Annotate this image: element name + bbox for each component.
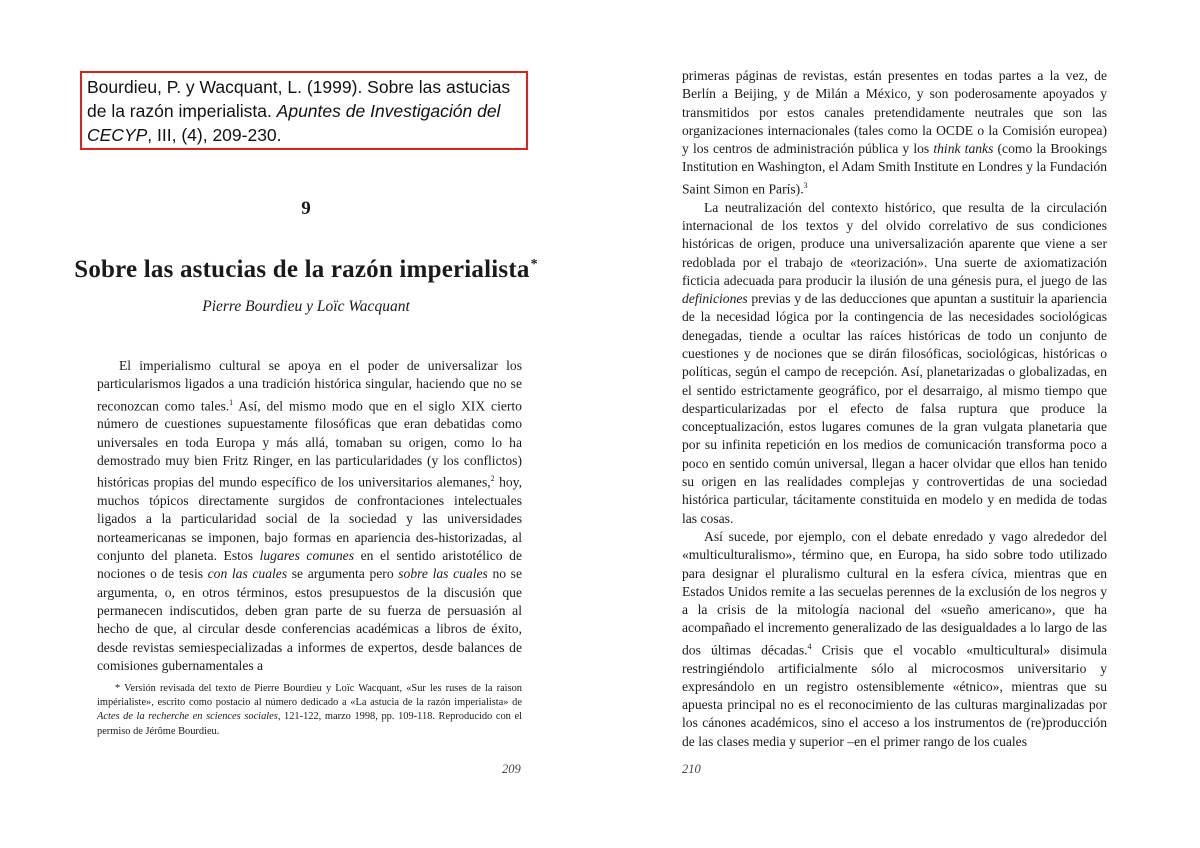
footnote-ref: 3 [803,180,808,190]
page-number-right: 210 [682,762,701,776]
italic-run: sobre las cuales [398,566,488,582]
right-paragraph-3 [682,528,1107,751]
footnote-ref: 2 [490,474,495,484]
footnote-ref: 1 [229,397,234,407]
right-body [682,67,1107,751]
text-run: Así, del mismo modo que en el siglo XIX cierto número de cuestiones supuestamente filosóficas que eran debatidas como universales en toda Europa y más allá, tomaban su origen, como lo ha demostrado muy bien Fritz Ringer, en las particularidades (y los conflictos) históricas propias del mundo específico de los universitarios alemanes, [97,398,522,490]
chapter-number: 9 [301,198,311,219]
text-run: Así sucede, por ejemplo, con el debate enredado y vago alrededor del «multiculturalismo», término que, en Europa, ha sido sobre todo utilizado para designar el pluralismo cultural en la esfera cívica, mientras que en Estados Unidos remite a las secuelas perennes de la exclusión de los negros y a la crisis de la mitología nacional del «sueño americano», que ha acompañado el incremento generalizado de las desigualdades a lo largo de las dos últimas décadas. [682,528,1107,658]
footnote-ref: 4 [807,641,812,651]
text-run: primeras páginas de revistas, están presentes en todas partes a la vez, de Berlín a Beijing, y de Milán a México, y son poderosamente apoyados y transmitidos por estos canales pretendidamente neutrales que son las organizaciones internacionales (tales como la OCDE o la Comisión europea) y los centros de administración pública y los [682,68,1107,157]
footnote-text: , 121-122, marzo 1998, pp. 109-118. Reproducido con el permiso de Jérôme Bourdieu. [97,711,522,737]
page-number-left: 209 [502,762,521,776]
right-paragraph-1 [682,67,1107,199]
text-run: previas y de las deducciones que apuntan a sustituir la apariencia de la necesidad lógica por la contingencia de las necesidades sociológicas denegadas, tiende a ocultar las raíces históricas de todo un conjunto de cuestiones y de nociones que se dirán filosóficas, sociológicas, históricas o políticas, según el campo de recepción. Así, planetarizadas o globalizadas, en el sentido estrictamente geográfico, por el desarraigo, al mismo tiempo que desparticularizadas por el efecto de falsa ruptura que produce la conceptualización, estos lugares comunes de la gran vulgata planetaria que por su infinita repetición en los medios de comunicación transforma poco a poco en sentido común universal, llegan a hacer olvidar que ellos han tenido su origen en las realidades complejas y controvertidas de una sociedad histórica particular, tácitamente constituida en modelo y en medida de todas las cosas. [682,291,1107,526]
text-run: se argumenta pero [287,566,399,582]
right-paragraph-2 [682,199,1107,528]
chapter-authors: Pierre Bourdieu y Loïc Wacquant [202,298,410,315]
text-run: hoy, muchos tópicos directamente surgidos de confrontaciones intelectuales ligados a la particularidad social de la sociedad y las universidades norteamericanas se imponen, bajo formas en apariencia des-historizadas, al conjunto del planeta. Estos [97,474,522,564]
text-run: El imperialismo cultural se apoya en el poder de universalizar los particularismos ligados a una tradición histórica singular, haciendo que no se reconozcan como tales. [97,358,522,414]
citation-volume: , III, (4), 209-230. [147,125,282,145]
italic-run: lugares comunes [259,548,354,564]
text-run: en el sentido aristotélico de nociones o de tesis [97,548,522,582]
citation-text: Bourdieu, P. y Wacquant, L. (1999). Sobre las astucias de la razón imperialista. [87,77,511,121]
italic-run: think tanks [933,141,994,157]
text-run: La neutralización del contexto histórico, que resulta de la circulación internacional de los textos y del olvido correlativo de sus condiciones históricas de origen, produce una universalización aparente que viene a ser redoblada por el trabajo de «teorización». Una suerte de axiomatización ficticia adecuada para producir la ilusión de una génesis pura, el juego de las [682,199,1107,288]
title-footnote-mark: * [530,257,538,272]
citation-journal: Apuntes de Investigación del CECYP [87,101,501,145]
footnote-text: * Versión revisada del texto de Pierre Bourdieu y Loïc Wacquant, «Sur les ruses de la raison impérialiste», escrito como postacio al número dedicado a «La astucia de la razón imperialista» de [97,683,522,709]
citation-box [80,71,528,150]
footnote-journal: Actes de la recherche en sciences sociales [97,711,278,723]
text-run: Crisis que el vocablo «multicultural» disimula restringiéndolo artificialmente sólo al microcosmos universitario y expresándolo en un registro ostensiblemente «étnico», mientras que su apuesta principal no es el reconocimiento de las culturas marginalizadas por los cánones académicos, sino el acceso a los instrumentos de (re)producción de las clases media y superior –en el primer rango de los cuales [682,642,1107,749]
text-run: (como la Brookings Institution en Washington, el Adam Smith Institute en Londres y la Fundación Saint Simon en París). [682,141,1107,197]
footnote [97,682,522,739]
right-page [600,0,1200,848]
left-body-paragraph [97,357,522,675]
italic-run: definiciones [682,291,748,307]
italic-run: con las cuales [207,566,288,582]
text-run: no se argumenta, o, en otros términos, estos presupuestos de la discusión que permanecen indiscutidos, deben gran parte de su fuerza de persuasión al hecho de que, al circular desde conferencias académicas a libros de éxito, desde revistas semiespecializadas a informes de expertos, desde balances de comisiones gubernamentales a [97,566,522,673]
chapter-title [0,256,612,284]
chapter-title-text: Sobre las astucias de la razón imperialista [74,256,530,283]
